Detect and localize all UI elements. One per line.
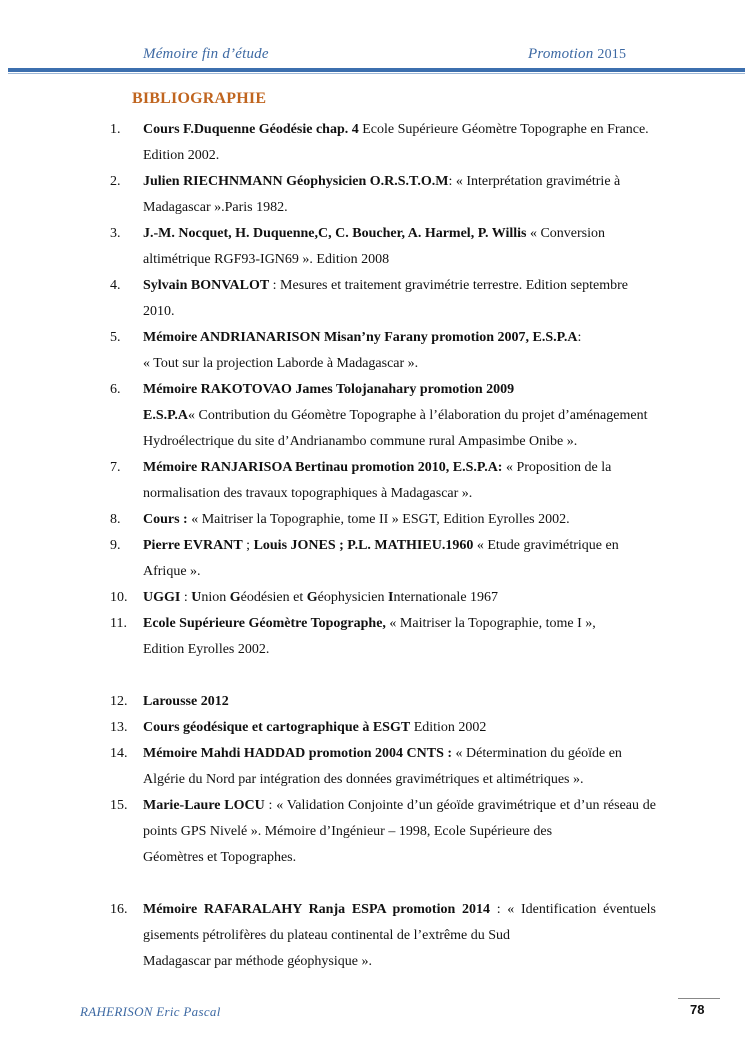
acronym-letter: I (388, 590, 394, 605)
entry-text: : Mesures et traitement gravimétrie terrestre. Edition septembre 2010. (143, 278, 628, 319)
bibliography-entry (110, 741, 656, 793)
entry-author: Pierre EVRANT (143, 538, 243, 553)
header-promotion-label: Promotion (528, 46, 594, 62)
section-title: BIBLIOGRAPHIE (132, 90, 267, 107)
entry-number: 14. (110, 746, 128, 761)
bibliography-entry (110, 689, 656, 715)
entry-author: Cours F.Duquenne Géodésie chap. 4 (143, 122, 359, 137)
entry-text-line2: Géomètres et Topographes. (143, 850, 297, 865)
entry-text: : (180, 590, 192, 605)
entry-author: Julien RIECHNMANN Géophysicien O.R.S.T.O.M (143, 174, 449, 189)
page-number: 78 (690, 1002, 705, 1017)
entry-text: éodésien et (240, 590, 307, 605)
entry-number: 11. (110, 616, 127, 631)
entry-text-line2: Madagascar par méthode géophysique ». (143, 954, 372, 969)
entry-author-2: Louis JONES ; P.L. MATHIEU.1960 (253, 538, 474, 553)
bibliography-entry (110, 793, 656, 897)
entry-text: : « Validation Conjointe d’un géoïde gravimétrique et d’un réseau de points GPS Nivelé ». Mémoire d’Ingénieur – 1998, Ecole Supérieure des (143, 798, 656, 839)
entry-number: 9. (110, 538, 121, 553)
bibliography-entry (110, 533, 656, 585)
entry-text: « Détermination du géoïde en Algérie du Nord par intégration des données gravimétriques et altimétriques ». (143, 746, 622, 787)
entry-number: 6. (110, 382, 121, 397)
entry-author: Ecole Supérieure Géomètre Topographe, (143, 616, 386, 631)
entry-author: Cours géodésique et cartographique à ESGT (143, 720, 411, 735)
entry-text-line2: « Tout sur la projection Laborde à Madagascar ». (143, 356, 419, 371)
entry-number: 13. (110, 720, 128, 735)
entry-text: : (577, 330, 582, 345)
bibliography-entry (110, 897, 656, 1001)
entry-text: « Etude gravimétrique en Afrique ». (143, 538, 619, 579)
bibliography-entry (110, 715, 656, 741)
bibliography-entry (110, 169, 656, 221)
header-divider-thin (8, 73, 745, 74)
header-divider (8, 68, 745, 72)
entry-author: Mémoire RAFARALAHY Ranja ESPA promotion 2014 (143, 902, 490, 917)
header-promotion-year: 2015 (597, 47, 627, 62)
entry-text: « Maitriser la Topographie, tome I », (385, 616, 596, 631)
entry-author: Cours : (143, 512, 188, 527)
entry-institution: E.S.P.A (143, 408, 189, 423)
entry-acronym: UGGI (143, 590, 181, 605)
entry-number: 4. (110, 278, 121, 293)
header-promotion (528, 46, 626, 63)
entry-number: 5. (110, 330, 121, 345)
footer-author: RAHERISON Eric Pascal (80, 1004, 221, 1019)
entry-text: nternationale 1967 (393, 590, 499, 605)
entry-author: Marie-Laure LOCU (143, 798, 265, 813)
entry-author: Mémoire Mahdi HADDAD promotion 2004 CNTS : (143, 746, 453, 761)
entry-text: « Conversion altimétrique RGF93-IGN69 ». Edition 2008 (143, 226, 606, 267)
bibliography-entry (110, 117, 656, 169)
entry-separator: ; (242, 538, 254, 553)
bibliography-entry (110, 585, 656, 611)
entry-text: : « Interprétation gravimétrie à Madagascar ».Paris 1982. (143, 174, 621, 215)
entry-text: nion (201, 590, 230, 605)
entry-text: éophysicien (317, 590, 388, 605)
bibliography-entry (110, 611, 656, 689)
entry-text: « Maitriser la Topographie, tome II » ESGT, Edition Eyrolles 2002. (187, 512, 570, 527)
entry-text-line2: Edition Eyrolles 2002. (143, 642, 270, 657)
bibliography-entry (110, 273, 656, 325)
entry-number: 7. (110, 460, 121, 475)
entry-number: 8. (110, 512, 121, 527)
entry-number: 16. (110, 902, 128, 917)
entry-author: Mémoire ANDRIANARISON Misan’ny Farany promotion 2007, E.S.P.A (143, 330, 578, 345)
entry-text: « Proposition de la normalisation des travaux topographiques à Madagascar ». (143, 460, 612, 501)
entry-number: 1. (110, 122, 121, 137)
entry-text: Edition 2002 (410, 720, 487, 735)
bibliography-entry (110, 377, 656, 455)
bibliography-entry (110, 507, 656, 533)
header-document-title: Mémoire fin d’étude (143, 46, 269, 62)
bibliography-list (110, 117, 656, 1001)
entry-text: « Contribution du Géomètre Topographe à l’élaboration du projet d’aménagement Hydroélectrique du site d’Andrianambo commune rural Ampasimbe Onibe ». (143, 408, 648, 449)
acronym-letter: U (191, 590, 202, 605)
acronym-letter: G (229, 590, 241, 605)
entry-author: Larousse 2012 (143, 694, 229, 709)
bibliography-entry (110, 221, 656, 273)
entry-number: 15. (110, 798, 128, 813)
entry-author: Mémoire RAKOTOVAO James Tolojanahary promotion 2009 (143, 382, 515, 397)
entry-number: 2. (110, 174, 121, 189)
entry-author: Mémoire RANJARISOA Bertinau promotion 2010, E.S.P.A: (143, 460, 503, 475)
acronym-letter: G (306, 590, 318, 605)
entry-author: J.-M. Nocquet, H. Duquenne,C, C. Boucher, A. Harmel, P. Willis (143, 226, 527, 241)
entry-author: Sylvain BONVALOT (143, 278, 270, 293)
entry-number: 3. (110, 226, 121, 241)
entry-text: Ecole Supérieure Géomètre Topographe en France. Edition 2002. (143, 122, 649, 163)
bibliography-entry (110, 455, 656, 507)
entry-number: 12. (110, 694, 128, 709)
bibliography-entry (110, 325, 656, 377)
entry-number: 10. (110, 590, 128, 605)
entry-text: : « Identification éventuels gisements pétrolifères du plateau continental de l’extrême du Sud (143, 902, 656, 943)
page-number-rule (678, 998, 720, 999)
